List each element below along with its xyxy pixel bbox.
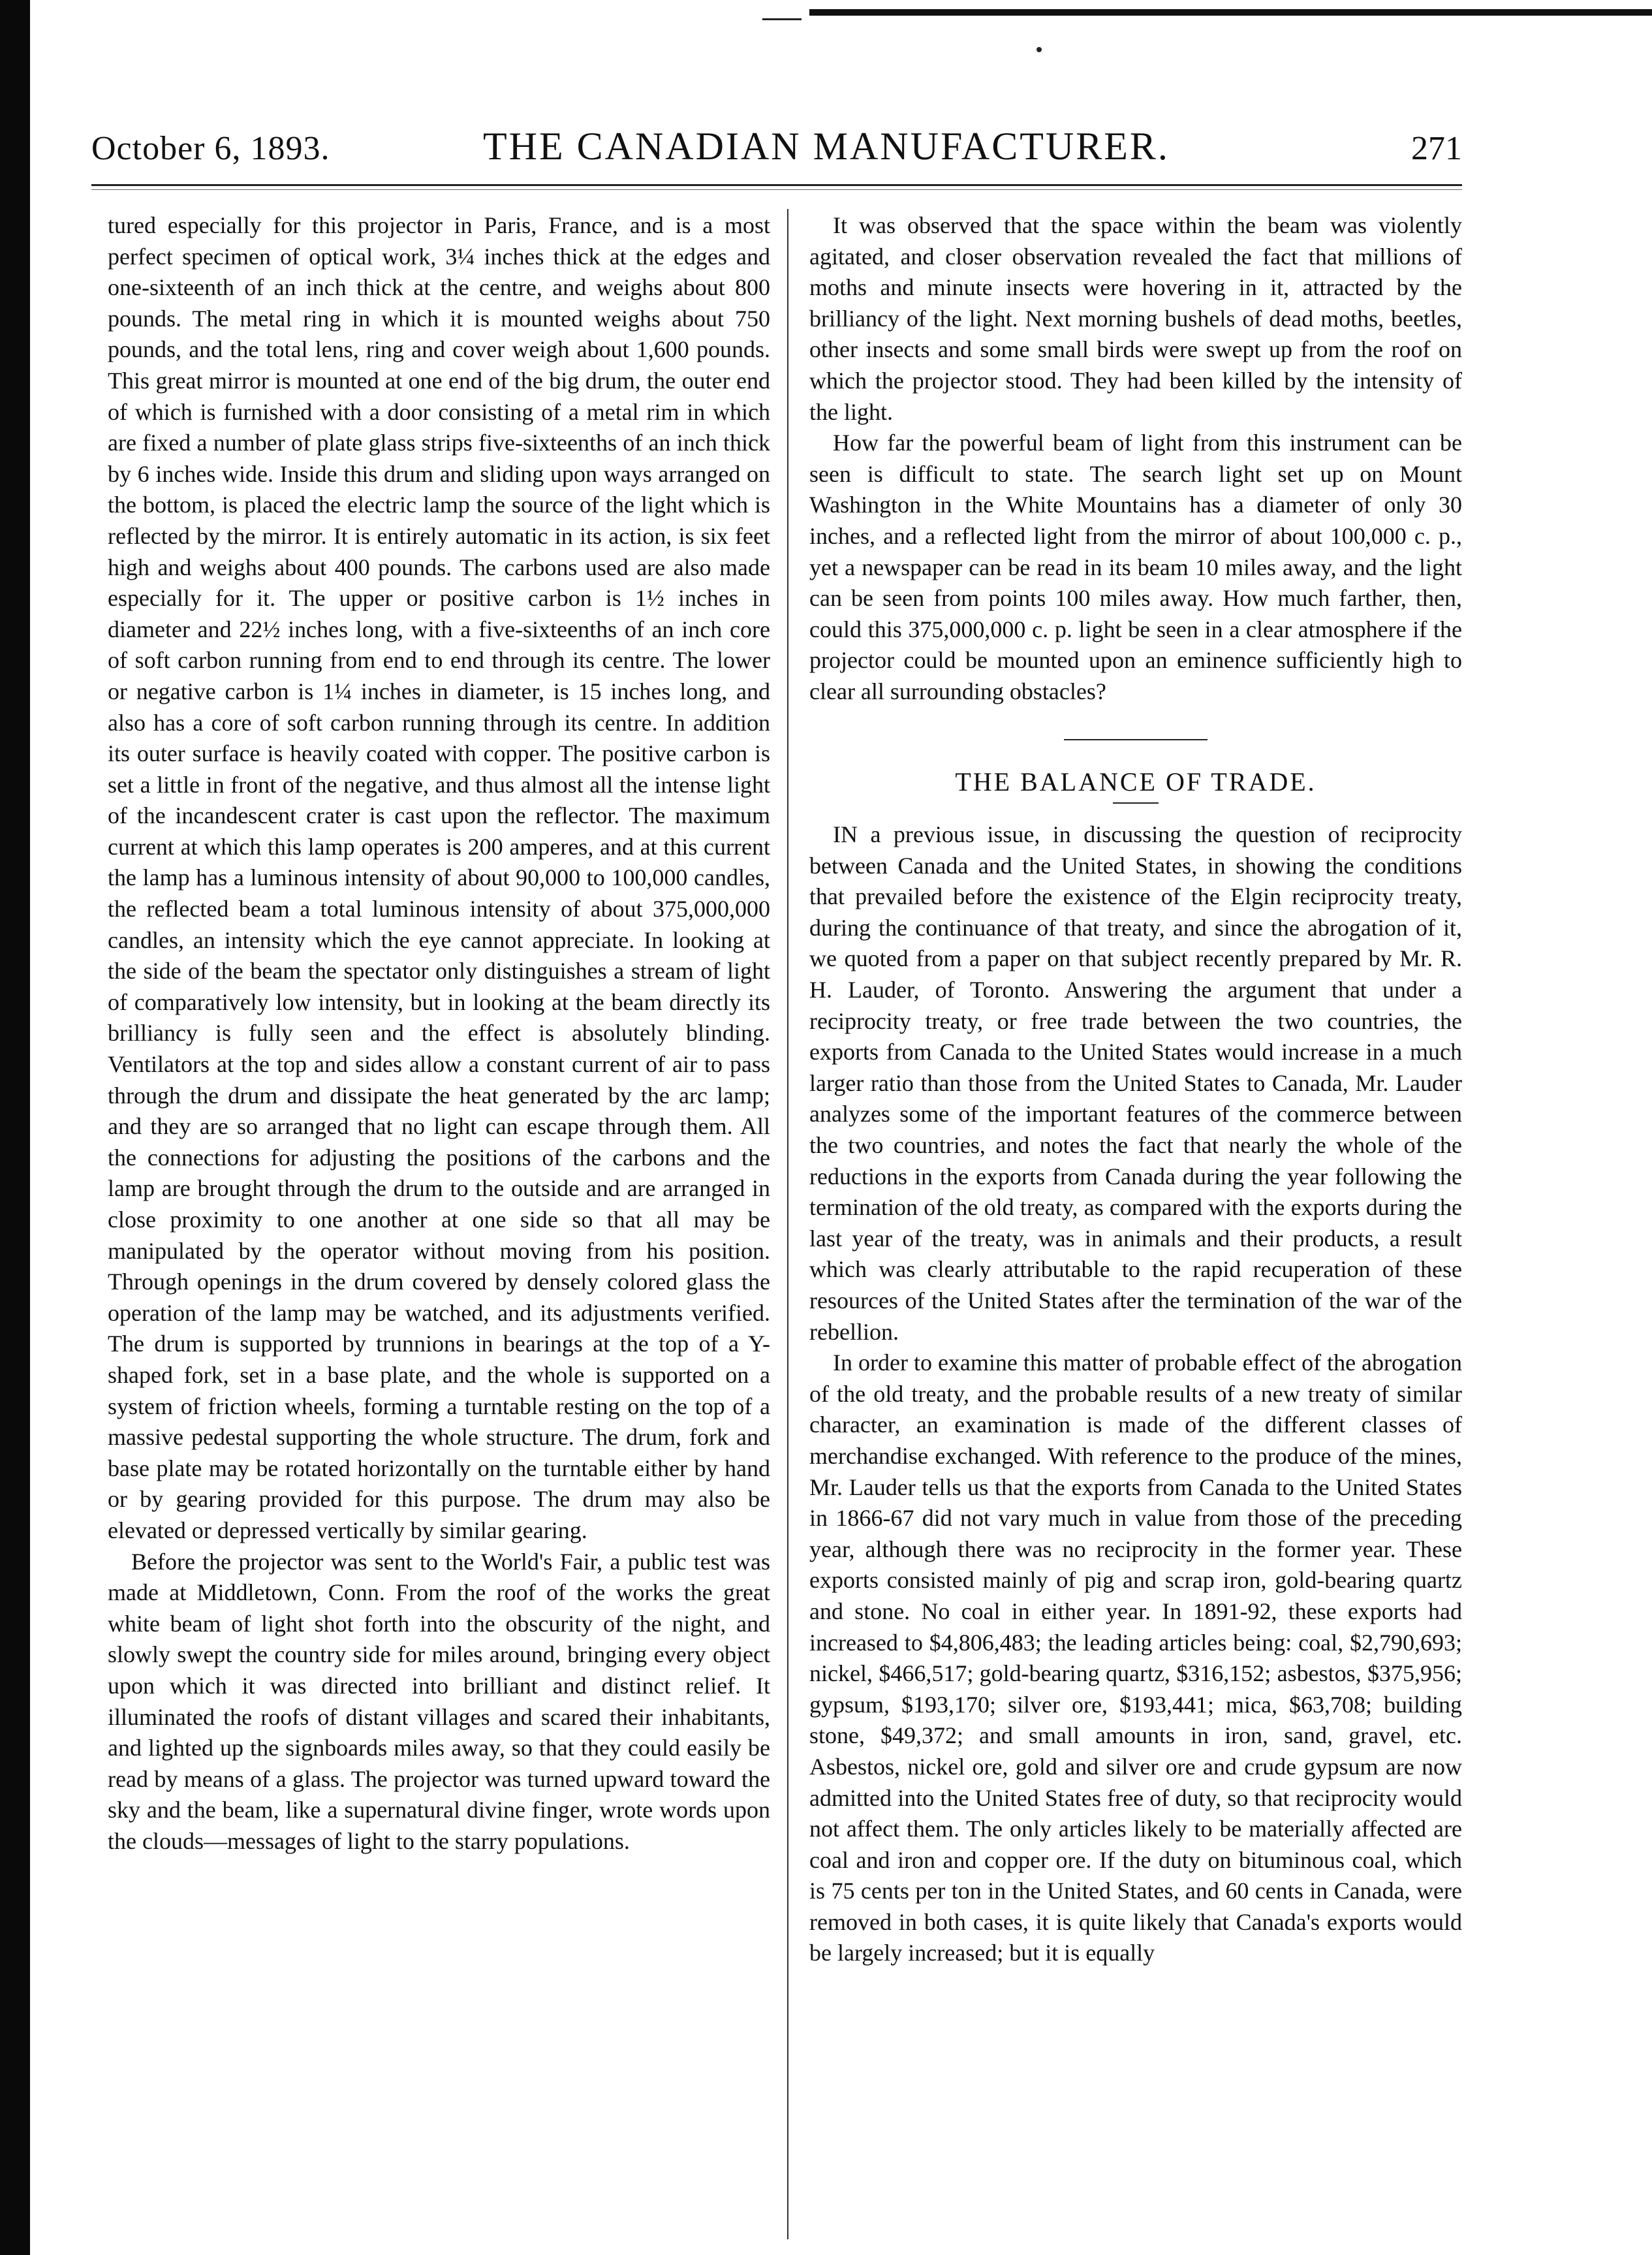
header-date: October 6, 1893. <box>91 130 330 167</box>
top-rule-thin <box>762 18 802 20</box>
right-paragraph-3: IN a previous issue, in discussing the question of reciprocity between Canada and the United States, in showing the conditions that prevailed before the existence of the Elgin reciprocity treaty, during the continuance of that treaty, and since the abrogation of it, we quoted from a paper on that subject recently prepared by Mr. R. H. Lauder, of Toronto. Answering the argument that under a reciprocity treaty, or free trade between the two countries, the exports from Canada to the United States would increase in a much larger ratio than those from the United States to Canada, Mr. Lauder analyzes some of the important features of the commerce between the two countries, and notes the fact that nearly the whole of the reductions in the exports from Canada during the year following the termination of the old treaty, as compared with the exports during the last year of the treaty, was in animals and their products, a result which was clearly attributable to the rapid recuperation of these resources of the United States after the termination of the war of the rebellion. <box>809 821 1462 1345</box>
left-paragraph-1: tured especially for this projector in Paris, France, and is a most perfect specimen of optical work, 3¼ inches thick at the edges and one-sixteenth of an inch thick at the centre, and weighs about 800 pounds. The metal ring in which it is mounted weighs about 750 pounds, and the total lens, ring and cover weigh about 1,600 pounds. This great mirror is mounted at one end of the big drum, the outer end of which is furnished with a door consisting of a metal rim in which are fixed a number of plate glass strips five-sixteenths of an inch thick by 6 inches wide. Inside this drum and sliding upon ways arranged on the bottom, is placed the electric lamp the source of the light which is reflected by the mirror. It is entirely automatic in its action, is six feet high and weighs about 400 pounds. The carbons used are also made especially for it. The upper or positive carbon is 1½ inches in diameter and 22½ inches long, with a five-sixteenths of an inch core of soft carbon running from end to end through its centre. The lower or negative carbon is 1¼ inches in diameter, is 15 inches long, and also has a core of soft carbon running through its centre. In addition its outer surface is heavily coated with copper. The positive carbon is set a little in front of the negative, and thus almost all the intense light of the incandescent crater is cast upon the reflector. The maximum current at which this lamp operates is 200 amperes, and at this current the lamp has a luminous intensity of about 90,000 to 100,000 candles, the reflected beam a total luminous intensity of about 375,000,000 candles, an intensity which the eye cannot appreciate. In looking at the side of the beam the spectator only distinguishes a stream of light of comparatively low intensity, but in looking at the beam directly its brilliancy is fully seen and the effect is absolutely blinding. Ventilators at the top and sides allow a constant current of air to pass through the drum and dissipate the heat generated by the arc lamp; and they are so arranged that no light can escape through them. All the connections for adjusting the positions of the carbons and the lamp are brought through the drum to the outside and are arranged in close proximity to one another at one side so that all may be manipulated by the operator without moving from his position. Through openings in the drum covered by densely colored glass the operation of the lamp may be watched, and its adjustments verified. The drum is supported by trunnions in bearings at the top of a Y-shaped fork, set in a base plate, and the whole is supported on a system of friction wheels, forming a turntable resting on the top of a massive pedestal supporting the whole structure. The drum, fork and base plate may be rotated horizontally on the turntable either by hand or by gearing provided for this purpose. The drum may also be elevated or depressed vertically by similar gearing. <box>108 212 770 1543</box>
right-paragraph-2: How far the powerful beam of light from this instrument can be seen is difficult to state. The search light set up on Mount Washington in the White Mountains has a diameter of only 30 inches, and a reflected light from the mirror of about 100,000 c. p., yet a newspaper can be read in its beam 10 miles away, and the light can be seen from points 100 miles away. How much farther, then, could this 375,000,000 c. p. light be seen in a clear atmosphere if the projector could be mounted upon an eminence sufficiently high to clear all surrounding obstacles? <box>809 430 1462 704</box>
left-column <box>108 210 770 1857</box>
right-column <box>809 210 1462 1969</box>
header-title: THE CANADIAN MANUFACTURER. <box>483 125 1170 168</box>
header-rule-thin <box>91 189 1462 190</box>
page-number: 271 <box>1411 130 1462 167</box>
ink-speck <box>1036 47 1042 52</box>
left-paragraph-2: Before the projector was sent to the World's Fair, a public test was made at Middletown, Conn. From the roof of the works the great white beam of light shot forth into the obscurity of the night, and slowly swept the country side for miles around, bringing every object upon which it was directed into brilliant and distinct relief. It illuminated the roofs of distant villages and scared their inhabitants, and lighted up the signboards miles away, so that they could easily be read by means of a glass. The projector was turned upward toward the sky and the beam, like a supernatural divine finger, wrote words upon the clouds—messages of light to the starry populations. <box>108 1548 770 1854</box>
article-separator <box>1064 739 1208 740</box>
right-paragraph-4: In order to examine this matter of probable effect of the abrogation of the old treaty, and the probable results of a new treaty of similar character, an examination is made of the different classes of merchandise exchanged. With reference to the produce of the mines, Mr. Lauder tells us that the exports from Canada to the United States in 1866-67 did not vary much in value from those of the preceding year, although there was no reciprocity in the former year. These exports consisted mainly of pig and scrap iron, gold-bearing quartz and stone. No coal in either year. In 1891-92, these exports had increased to $4,806,483; the leading articles being: coal, $2,790,693; nickel, $466,517; gold-bearing quartz, $316,152; asbestos, $375,956; gypsum, $193,170; silver ore, $193,441; mica, $63,708; building stone, $49,372; and small amounts in iron, sand, gravel, etc. Asbestos, nickel ore, gold and silver ore and crude gypsum are now admitted into the United States free of duty, so that reciprocity would not affect them. The only articles likely to be materially affected are coal and iron and copper ore. If the duty on bituminous coal, which is 75 cents per ton in the United States, and 60 cents in Canada, were removed in both cases, it is quite likely that Canada's exports would be largely increased; but it is equally <box>809 1349 1462 1966</box>
right-paragraph-1: It was observed that the space within the beam was violently agitated, and closer observation revealed the fact that millions of moths and minute insects were hovering in it, attracted by the brilliancy of the light. Next morning bushels of dead moths, beetles, other insects and some small birds were swept up from the roof on which the projector stood. They had been killed by the intensity of the light. <box>809 212 1462 425</box>
scan-edge <box>0 0 30 2255</box>
page-header <box>91 124 1462 183</box>
header-rule <box>91 184 1462 186</box>
top-rule <box>809 9 1652 16</box>
column-divider <box>787 209 788 2239</box>
section-title: THE BALANCE OF TRADE. <box>955 766 1317 796</box>
title-rule <box>1113 802 1159 804</box>
